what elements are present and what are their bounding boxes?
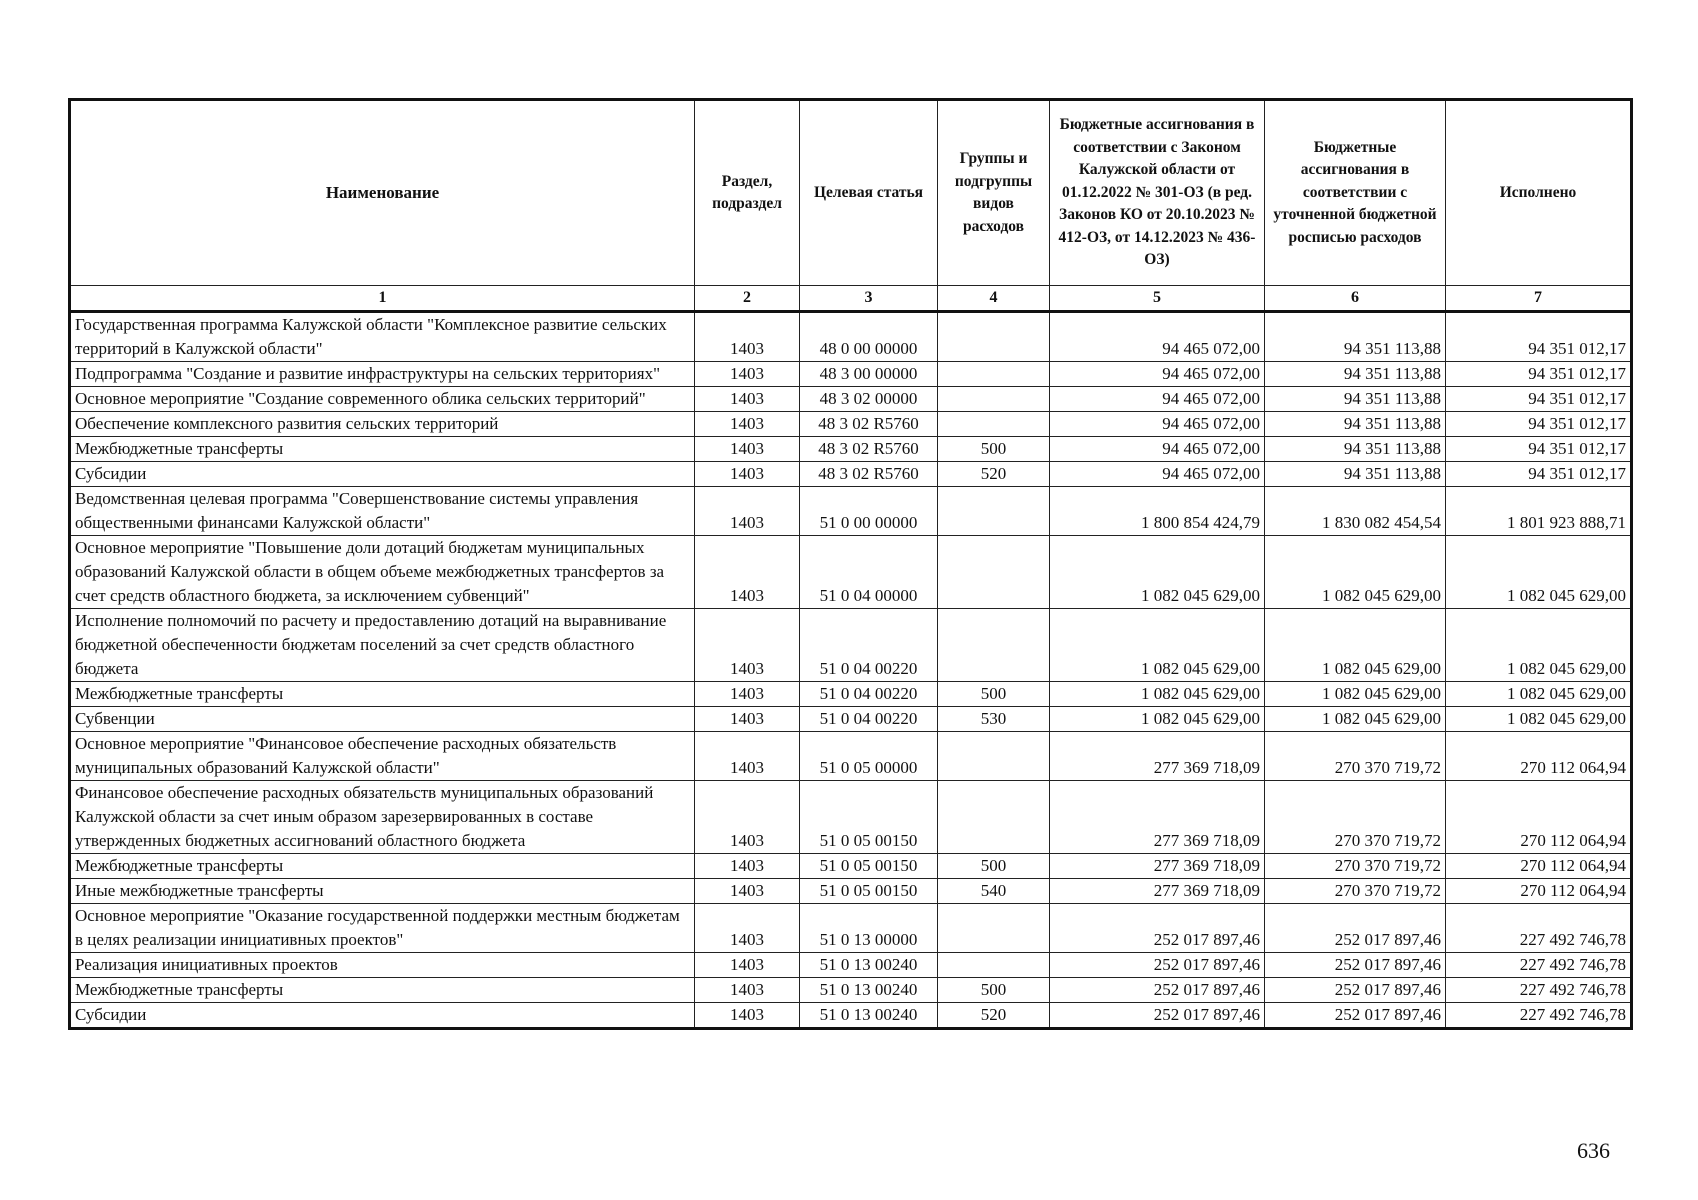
row-law-amount: 1 082 045 629,00: [1050, 536, 1265, 609]
table-row: [70, 904, 1632, 953]
row-group: 500: [938, 854, 1050, 879]
table-row: [70, 312, 1632, 362]
row-section: 1403: [695, 953, 800, 978]
row-target: 51 0 05 00000: [800, 732, 938, 781]
table-row: [70, 781, 1632, 854]
row-law-amount: 1 800 854 424,79: [1050, 487, 1265, 536]
row-executed-amount: 94 351 012,17: [1446, 462, 1632, 487]
table-row: [70, 362, 1632, 387]
column-number: 3: [800, 286, 938, 312]
column-number: 5: [1050, 286, 1265, 312]
row-group: 500: [938, 437, 1050, 462]
row-refined-amount: 270 370 719,72: [1265, 879, 1446, 904]
row-law-amount: 277 369 718,09: [1050, 732, 1265, 781]
row-group: 520: [938, 462, 1050, 487]
row-section: 1403: [695, 609, 800, 682]
row-executed-amount: 94 351 012,17: [1446, 437, 1632, 462]
page-number: 636: [1577, 1138, 1610, 1163]
table-row: [70, 978, 1632, 1003]
row-group: 520: [938, 1003, 1050, 1029]
row-group: [938, 387, 1050, 412]
row-refined-amount: 94 351 113,88: [1265, 412, 1446, 437]
row-name: Ведомственная целевая программа "Совершенствование системы управления общественными финансами Калужской области": [70, 487, 695, 536]
row-executed-amount: 270 112 064,94: [1446, 732, 1632, 781]
row-law-amount: 1 082 045 629,00: [1050, 609, 1265, 682]
budget-table: [68, 98, 1633, 1030]
row-target: 48 3 02 R5760: [800, 437, 938, 462]
row-target: 51 0 04 00220: [800, 682, 938, 707]
row-law-amount: 94 465 072,00: [1050, 412, 1265, 437]
row-law-amount: 252 017 897,46: [1050, 978, 1265, 1003]
row-executed-amount: 94 351 012,17: [1446, 387, 1632, 412]
row-law-amount: 252 017 897,46: [1050, 904, 1265, 953]
row-target: 48 3 02 R5760: [800, 412, 938, 437]
row-name: Межбюджетные трансферты: [70, 854, 695, 879]
table-row: [70, 953, 1632, 978]
row-name: Финансовое обеспечение расходных обязательств муниципальных образований Калужской области за счет иным образом зарезервированных в составе утвержденных бюджетных ассигнований областного бюджета: [70, 781, 695, 854]
row-refined-amount: 1 082 045 629,00: [1265, 536, 1446, 609]
row-target: 48 3 02 R5760: [800, 462, 938, 487]
row-executed-amount: 1 082 045 629,00: [1446, 536, 1632, 609]
row-target: 51 0 04 00220: [800, 707, 938, 732]
row-target: 51 0 04 00220: [800, 609, 938, 682]
row-name: Основное мероприятие "Создание современного облика сельских территорий": [70, 387, 695, 412]
row-target: 48 3 02 00000: [800, 387, 938, 412]
table-row: [70, 1003, 1632, 1029]
row-refined-amount: 1 082 045 629,00: [1265, 682, 1446, 707]
row-executed-amount: 1 082 045 629,00: [1446, 707, 1632, 732]
row-target: 51 0 04 00000: [800, 536, 938, 609]
row-group: [938, 953, 1050, 978]
row-refined-amount: 270 370 719,72: [1265, 854, 1446, 879]
row-executed-amount: 94 351 012,17: [1446, 312, 1632, 362]
table-row: [70, 879, 1632, 904]
row-target: 51 0 05 00150: [800, 854, 938, 879]
table-row: [70, 682, 1632, 707]
row-section: 1403: [695, 462, 800, 487]
row-executed-amount: 227 492 746,78: [1446, 953, 1632, 978]
row-group: 530: [938, 707, 1050, 732]
row-name: Межбюджетные трансферты: [70, 437, 695, 462]
header-groups: Группы и подгруппы видов расходов: [938, 100, 1050, 286]
row-law-amount: 277 369 718,09: [1050, 781, 1265, 854]
row-law-amount: 94 465 072,00: [1050, 462, 1265, 487]
row-refined-amount: 270 370 719,72: [1265, 732, 1446, 781]
header-target: Целевая статья: [800, 100, 938, 286]
row-target: 51 0 13 00240: [800, 953, 938, 978]
column-number: 4: [938, 286, 1050, 312]
row-section: 1403: [695, 437, 800, 462]
row-name: Субсидии: [70, 1003, 695, 1029]
row-executed-amount: 1 801 923 888,71: [1446, 487, 1632, 536]
row-group: [938, 732, 1050, 781]
column-number: 6: [1265, 286, 1446, 312]
column-number-row: [70, 286, 1632, 312]
row-executed-amount: 1 082 045 629,00: [1446, 609, 1632, 682]
row-executed-amount: 94 351 012,17: [1446, 362, 1632, 387]
row-refined-amount: 252 017 897,46: [1265, 904, 1446, 953]
row-target: 48 3 00 00000: [800, 362, 938, 387]
header-refined: Бюджетные ассигнования в соответствии с уточненной бюджетной росписью расходов: [1265, 100, 1446, 286]
row-target: 48 0 00 00000: [800, 312, 938, 362]
row-target: 51 0 05 00150: [800, 879, 938, 904]
table-row: [70, 732, 1632, 781]
row-name: Реализация инициативных проектов: [70, 953, 695, 978]
row-law-amount: 277 369 718,09: [1050, 854, 1265, 879]
row-name: Субсидии: [70, 462, 695, 487]
row-name: Обеспечение комплексного развития сельских территорий: [70, 412, 695, 437]
row-group: [938, 362, 1050, 387]
row-name: Подпрограмма "Создание и развитие инфраструктуры на сельских территориях": [70, 362, 695, 387]
row-group: 540: [938, 879, 1050, 904]
row-name: Межбюджетные трансферты: [70, 682, 695, 707]
row-executed-amount: 1 082 045 629,00: [1446, 682, 1632, 707]
table-row: [70, 462, 1632, 487]
row-name: Основное мероприятие "Финансовое обеспечение расходных обязательств муниципальных образований Калужской области": [70, 732, 695, 781]
header-name: Наименование: [70, 100, 695, 286]
row-group: [938, 781, 1050, 854]
row-section: 1403: [695, 362, 800, 387]
row-section: 1403: [695, 1003, 800, 1029]
table-row: [70, 387, 1632, 412]
row-name: Основное мероприятие "Оказание государственной поддержки местным бюджетам в целях реализации инициативных проектов": [70, 904, 695, 953]
row-name: Субвенции: [70, 707, 695, 732]
row-group: 500: [938, 682, 1050, 707]
table-row: [70, 437, 1632, 462]
table-row: [70, 536, 1632, 609]
row-name: Основное мероприятие "Повышение доли дотаций бюджетам муниципальных образований Калужской области в общем объеме межбюджетных трансфертов за счет средств областного бюджета, за исключением субвенций": [70, 536, 695, 609]
row-target: 51 0 13 00000: [800, 904, 938, 953]
row-section: 1403: [695, 536, 800, 609]
row-refined-amount: 94 351 113,88: [1265, 462, 1446, 487]
row-law-amount: 1 082 045 629,00: [1050, 682, 1265, 707]
row-section: 1403: [695, 978, 800, 1003]
row-group: [938, 904, 1050, 953]
row-section: 1403: [695, 854, 800, 879]
row-executed-amount: 270 112 064,94: [1446, 781, 1632, 854]
column-number: 2: [695, 286, 800, 312]
row-executed-amount: 227 492 746,78: [1446, 1003, 1632, 1029]
row-section: 1403: [695, 879, 800, 904]
table-row: [70, 487, 1632, 536]
row-group: [938, 412, 1050, 437]
row-target: 51 0 13 00240: [800, 1003, 938, 1029]
row-section: 1403: [695, 732, 800, 781]
row-executed-amount: 227 492 746,78: [1446, 904, 1632, 953]
row-section: 1403: [695, 682, 800, 707]
row-law-amount: 277 369 718,09: [1050, 879, 1265, 904]
row-target: 51 0 05 00150: [800, 781, 938, 854]
table-row: [70, 854, 1632, 879]
row-executed-amount: 94 351 012,17: [1446, 412, 1632, 437]
row-group: [938, 312, 1050, 362]
row-section: 1403: [695, 312, 800, 362]
row-group: [938, 487, 1050, 536]
row-refined-amount: 94 351 113,88: [1265, 312, 1446, 362]
header-section: Раздел, подраздел: [695, 100, 800, 286]
row-law-amount: 94 465 072,00: [1050, 437, 1265, 462]
header-executed: Исполнено: [1446, 100, 1632, 286]
table-row: [70, 707, 1632, 732]
row-refined-amount: 94 351 113,88: [1265, 437, 1446, 462]
row-refined-amount: 252 017 897,46: [1265, 953, 1446, 978]
row-name: Государственная программа Калужской области "Комплексное развитие сельских территорий в Калужской области": [70, 312, 695, 362]
row-refined-amount: 252 017 897,46: [1265, 1003, 1446, 1029]
table-row: [70, 412, 1632, 437]
row-name: Исполнение полномочий по расчету и предоставлению дотаций на выравнивание бюджетной обеспеченности бюджетам поселений за счет средств областного бюджета: [70, 609, 695, 682]
row-section: 1403: [695, 904, 800, 953]
row-law-amount: 1 082 045 629,00: [1050, 707, 1265, 732]
row-refined-amount: 1 082 045 629,00: [1265, 707, 1446, 732]
row-refined-amount: 1 082 045 629,00: [1265, 609, 1446, 682]
row-refined-amount: 270 370 719,72: [1265, 781, 1446, 854]
row-executed-amount: 270 112 064,94: [1446, 879, 1632, 904]
row-group: [938, 536, 1050, 609]
table-row: [70, 609, 1632, 682]
row-section: 1403: [695, 781, 800, 854]
row-law-amount: 252 017 897,46: [1050, 953, 1265, 978]
row-group: [938, 609, 1050, 682]
row-section: 1403: [695, 707, 800, 732]
row-refined-amount: 252 017 897,46: [1265, 978, 1446, 1003]
row-group: 500: [938, 978, 1050, 1003]
row-refined-amount: 94 351 113,88: [1265, 362, 1446, 387]
row-refined-amount: 1 830 082 454,54: [1265, 487, 1446, 536]
header-row: [70, 100, 1632, 286]
row-target: 51 0 13 00240: [800, 978, 938, 1003]
row-law-amount: 94 465 072,00: [1050, 387, 1265, 412]
row-name: Межбюджетные трансферты: [70, 978, 695, 1003]
header-law: Бюджетные ассигнования в соответствии с Законом Калужской области от 01.12.2022 № 301-ОЗ (в ред. Законов КО от 20.10.2023 № 412-ОЗ, от 14.12.2023 № 436-ОЗ): [1050, 100, 1265, 286]
row-law-amount: 94 465 072,00: [1050, 362, 1265, 387]
row-section: 1403: [695, 387, 800, 412]
row-refined-amount: 94 351 113,88: [1265, 387, 1446, 412]
row-name: Иные межбюджетные трансферты: [70, 879, 695, 904]
table-body: [70, 312, 1632, 1029]
column-number: 7: [1446, 286, 1632, 312]
row-section: 1403: [695, 412, 800, 437]
column-number: 1: [70, 286, 695, 312]
row-executed-amount: 227 492 746,78: [1446, 978, 1632, 1003]
row-law-amount: 252 017 897,46: [1050, 1003, 1265, 1029]
row-executed-amount: 270 112 064,94: [1446, 854, 1632, 879]
row-section: 1403: [695, 487, 800, 536]
row-law-amount: 94 465 072,00: [1050, 312, 1265, 362]
row-target: 51 0 00 00000: [800, 487, 938, 536]
